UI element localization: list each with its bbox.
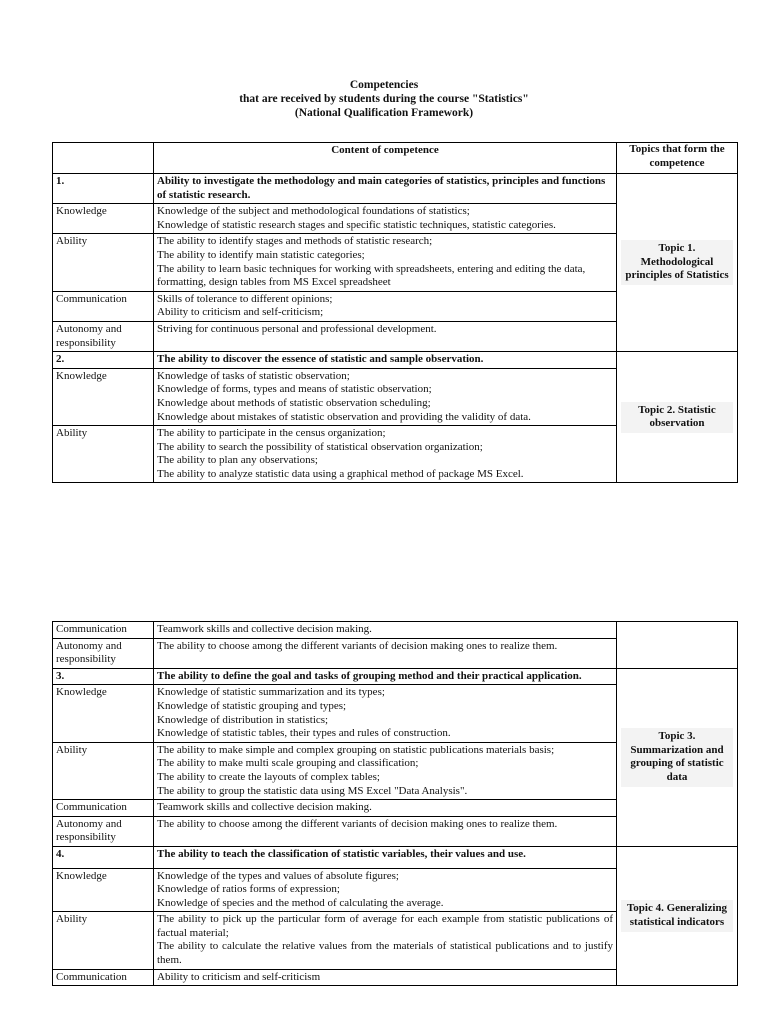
content-line: The ability to pick up the particular form of average for each example from statistic publications of factual material;	[157, 913, 613, 939]
topic-cell	[617, 174, 738, 352]
row-label: Communication	[53, 800, 154, 817]
section-number: 4.	[53, 846, 154, 868]
title-line-2: that are received by students during the course "Statistics"	[239, 93, 529, 105]
row-content	[154, 868, 617, 912]
header-content: Content of competence	[154, 143, 617, 174]
content-line: The ability to identify stages and methods of statistic research;	[157, 235, 433, 248]
content-line: Knowledge of distribution in statistics;	[157, 713, 329, 726]
row-label: Autonomy and responsibility	[53, 321, 154, 351]
table-row	[53, 174, 738, 204]
row-label: Knowledge	[53, 204, 154, 234]
row-label: Knowledge	[53, 368, 154, 425]
competence-table-1	[52, 142, 738, 483]
topic-cell	[617, 352, 738, 483]
content-line: Knowledge of species and the method of calculating the average.	[157, 896, 444, 909]
row-label: Ability	[53, 426, 154, 483]
topic-label: Topic 4. Generalizing statistical indicators	[621, 900, 733, 931]
section-number: 3.	[53, 668, 154, 685]
title-line-3: (National Qualification Framework)	[294, 107, 474, 119]
row-label: Autonomy and responsibility	[53, 638, 154, 668]
row-content: The ability to choose among the different variants of decision making ones to realize them.	[154, 816, 617, 846]
table-row	[53, 622, 738, 639]
content-line: The ability to plan any observations;	[157, 454, 318, 467]
row-label: Communication	[53, 622, 154, 639]
row-content	[154, 368, 617, 425]
row-content	[154, 234, 617, 291]
section-number: 2.	[53, 352, 154, 369]
content-line: Knowledge about methods of statistic observation scheduling;	[157, 396, 431, 409]
row-content	[154, 685, 617, 742]
table-row	[53, 846, 738, 868]
competence-table-2	[52, 621, 738, 986]
content-line: Knowledge of statistic summarization and its types;	[157, 686, 385, 699]
content-line: Ability to criticism and self-criticism;	[157, 306, 324, 319]
content-line: Knowledge about mistakes of statistic observation and providing the validity of data.	[157, 410, 531, 423]
header-row	[53, 143, 738, 174]
row-content: Ability to criticism and self-criticism	[154, 969, 617, 986]
content-line: The ability to learn basic techniques for working with spreadsheets, entering and editing the data, formatting, design tables from MS Excel spreadsheet	[157, 262, 586, 289]
content-line: Knowledge of ratios forms of expression;	[157, 883, 340, 896]
title-line-1: Competencies	[349, 79, 419, 91]
content-line: Knowledge of the types and values of absolute figures;	[157, 869, 399, 882]
row-label: Knowledge	[53, 685, 154, 742]
content-line: The ability to group the statistic data using MS Excel "Data Analysis".	[157, 784, 468, 797]
competence-title: The ability to discover the essence of statistic and sample observation.	[154, 352, 617, 369]
row-content: Striving for continuous personal and professional development.	[154, 321, 617, 351]
row-label: Ability	[53, 234, 154, 291]
content-line: Knowledge of statistic research stages and specific statistic techniques, statistic categories.	[157, 218, 556, 231]
row-content: Teamwork skills and collective decision making.	[154, 800, 617, 817]
content-line: Knowledge of tasks of statistic observation;	[157, 369, 350, 382]
row-label: Communication	[53, 291, 154, 321]
content-line: Knowledge of statistic tables, their types and rules of construction.	[157, 727, 451, 740]
header-empty-cell	[53, 143, 154, 174]
topic-cell-empty	[617, 622, 738, 669]
row-label: Ability	[53, 742, 154, 799]
topic-label: Topic 2. Statistic observation	[621, 402, 733, 433]
topic-cell	[617, 846, 738, 985]
row-label: Knowledge	[53, 868, 154, 912]
content-line: The ability to search the possibility of statistical observation organization;	[157, 440, 483, 453]
table-row	[53, 352, 738, 369]
competence-title: The ability to teach the classification of statistic variables, their values and use.	[154, 846, 617, 868]
row-label: Autonomy and responsibility	[53, 816, 154, 846]
row-content: Teamwork skills and collective decision making.	[154, 622, 617, 639]
competence-title: The ability to define the goal and tasks of grouping method and their practical application.	[154, 668, 617, 685]
topic-label: Topic 1. Methodological principles of Statistics	[621, 240, 733, 285]
row-content	[154, 291, 617, 321]
row-content	[154, 742, 617, 799]
content-line: The ability to make multi scale grouping and classification;	[157, 757, 419, 770]
row-content	[154, 912, 617, 969]
row-label: Communication	[53, 969, 154, 986]
header-topics: Topics that form the competence	[617, 143, 738, 174]
topic-cell	[617, 668, 738, 846]
content-line: The ability to participate in the census organization;	[157, 427, 386, 440]
row-content	[154, 204, 617, 234]
topic-label: Topic 3. Summarization and grouping of statistic data	[621, 728, 733, 786]
table-row	[53, 668, 738, 685]
row-content: The ability to choose among the different variants of decision making ones to realize them.	[154, 638, 617, 668]
content-line: The ability to identify main statistic categories;	[157, 248, 365, 261]
section-number: 1.	[53, 174, 154, 204]
content-line: Knowledge of statistic grouping and types;	[157, 699, 347, 712]
row-content	[154, 426, 617, 483]
content-line: The ability to create the layouts of complex tables;	[157, 770, 380, 783]
content-line: The ability to calculate the relative values from the materials of statistical publications and to justify them.	[157, 940, 613, 967]
content-line: Knowledge of forms, types and means of statistic observation;	[157, 383, 432, 396]
content-line: The ability to make simple and complex grouping on statistic publications materials basis;	[157, 743, 555, 756]
competence-title: Ability to investigate the methodology and main categories of statistics, principles and functions of statistic research.	[154, 174, 617, 204]
content-line: Skills of tolerance to different opinions;	[157, 292, 333, 305]
content-line: The ability to analyze statistic data using a graphical method of package MS Excel.	[157, 467, 524, 480]
document-title	[0, 78, 768, 120]
row-label: Ability	[53, 912, 154, 969]
content-line: Knowledge of the subject and methodological foundations of statistics;	[157, 205, 470, 218]
